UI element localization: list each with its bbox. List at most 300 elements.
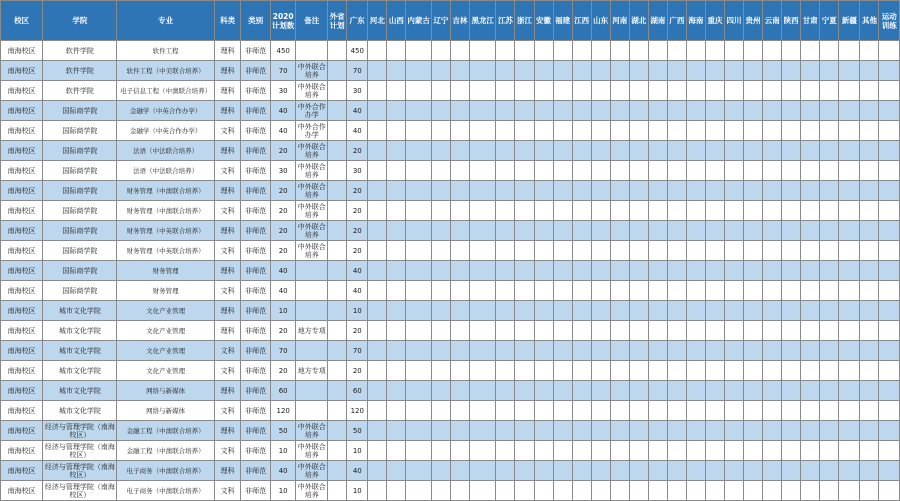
province-cell (572, 421, 591, 441)
province-cell (431, 461, 450, 481)
province-cell (572, 341, 591, 361)
province-cell (515, 61, 534, 81)
province-cell (705, 401, 724, 421)
province-cell (744, 381, 763, 401)
province-cell (763, 321, 782, 341)
province-cell (801, 281, 820, 301)
province-cell (839, 281, 860, 301)
province-cell (572, 81, 591, 101)
province-cell (387, 81, 406, 101)
province-cell (686, 61, 705, 81)
province-cell (860, 121, 879, 141)
province-cell (591, 341, 610, 361)
province-cell (724, 181, 743, 201)
campus-cell: 南海校区 (1, 141, 43, 161)
province-cell (667, 201, 686, 221)
subject-cell: 文科 (214, 281, 240, 301)
province-cell (820, 61, 839, 81)
province-cell (724, 361, 743, 381)
province-cell (469, 441, 495, 461)
col-header-zhejiang: 浙江 (515, 1, 534, 41)
province-cell (801, 161, 820, 181)
province-cell (591, 241, 610, 261)
province-cell (648, 401, 667, 421)
province-cell (572, 441, 591, 461)
subject-cell: 理科 (214, 41, 240, 61)
province-cell (648, 441, 667, 461)
province-cell (686, 161, 705, 181)
subject-cell: 理科 (214, 381, 240, 401)
province-cell (572, 361, 591, 381)
province-cell (782, 441, 801, 461)
outside-cell (328, 281, 347, 301)
province-cell (763, 281, 782, 301)
province-cell (667, 81, 686, 101)
province-cell (879, 421, 900, 441)
province-cell (879, 61, 900, 81)
plan-cell: 40 (270, 101, 295, 121)
guangdong-cell: 40 (347, 281, 368, 301)
province-cell (820, 141, 839, 161)
province-cell (705, 201, 724, 221)
category-cell: 非师范 (241, 61, 271, 81)
province-cell (610, 341, 629, 361)
province-cell (724, 81, 743, 101)
province-cell (534, 241, 553, 261)
province-cell (572, 401, 591, 421)
province-cell (879, 461, 900, 481)
province-cell (431, 301, 450, 321)
province-cell (839, 221, 860, 241)
province-cell (724, 401, 743, 421)
province-cell (534, 461, 553, 481)
province-cell (744, 201, 763, 221)
subject-cell: 文科 (214, 341, 240, 361)
outside-cell (328, 61, 347, 81)
table-row (1, 241, 900, 261)
province-cell (496, 81, 515, 101)
province-cell (839, 421, 860, 441)
province-cell (553, 101, 572, 121)
province-cell (450, 201, 469, 221)
col-header-fujian: 福建 (553, 1, 572, 41)
province-cell (496, 241, 515, 261)
note-cell: 中外合作办学 (297, 122, 326, 139)
major-cell: 财务管理（中英联合培养） (117, 241, 214, 261)
province-cell (431, 441, 450, 461)
category-cell: 非师范 (241, 321, 271, 341)
province-cell (406, 201, 431, 221)
province-cell (450, 321, 469, 341)
province-cell (667, 361, 686, 381)
province-cell (534, 281, 553, 301)
province-cell (368, 361, 387, 381)
outside-cell (328, 341, 347, 361)
province-cell (782, 121, 801, 141)
campus-cell: 南海校区 (1, 321, 43, 341)
province-cell (782, 161, 801, 181)
guangdong-cell: 70 (347, 61, 368, 81)
province-cell (801, 361, 820, 381)
province-cell (744, 41, 763, 61)
province-cell (629, 381, 648, 401)
province-cell (879, 41, 900, 61)
province-cell (839, 101, 860, 121)
major-cell: 财务管理 (117, 261, 214, 281)
major-cell: 电子商务（中澳联合培养） (117, 481, 214, 501)
table-row (1, 421, 900, 441)
province-cell (387, 141, 406, 161)
guangdong-cell: 20 (347, 181, 368, 201)
province-cell (820, 281, 839, 301)
province-cell (591, 141, 610, 161)
province-cell (820, 101, 839, 121)
province-cell (860, 61, 879, 81)
category-cell: 非师范 (241, 441, 271, 461)
province-cell (860, 361, 879, 381)
subject-cell: 文科 (214, 361, 240, 381)
province-cell (406, 361, 431, 381)
campus-cell: 南海校区 (1, 361, 43, 381)
province-cell (686, 421, 705, 441)
note-cell: 中外联合培养 (297, 202, 326, 219)
province-cell (496, 361, 515, 381)
province-cell (782, 361, 801, 381)
province-cell (686, 81, 705, 101)
province-cell (667, 61, 686, 81)
subject-cell: 理科 (214, 301, 240, 321)
province-cell (572, 201, 591, 221)
province-cell (406, 301, 431, 321)
province-cell (387, 401, 406, 421)
province-cell (879, 121, 900, 141)
table-row (1, 201, 900, 221)
province-cell (686, 201, 705, 221)
province-cell (782, 41, 801, 61)
province-cell (667, 321, 686, 341)
province-cell (469, 361, 495, 381)
col-header-chongqing: 重庆 (705, 1, 724, 41)
province-cell (469, 301, 495, 321)
province-cell (431, 221, 450, 241)
subject-cell: 理科 (214, 321, 240, 341)
category-cell: 非师范 (241, 421, 271, 441)
note-cell: 中外联合培养 (297, 242, 326, 259)
province-cell (782, 461, 801, 481)
province-cell (534, 321, 553, 341)
major-cell: 网络与新媒体 (117, 401, 214, 421)
category-cell: 非师范 (241, 301, 271, 321)
province-cell (406, 61, 431, 81)
col-header-major: 专业 (117, 1, 214, 41)
province-cell (782, 341, 801, 361)
table-row (1, 261, 900, 281)
province-cell (450, 41, 469, 61)
province-cell (387, 421, 406, 441)
province-cell (648, 101, 667, 121)
province-cell (591, 161, 610, 181)
province-cell (496, 321, 515, 341)
province-cell (860, 301, 879, 321)
province-cell (368, 281, 387, 301)
province-cell (534, 81, 553, 101)
province-cell (724, 321, 743, 341)
province-cell (431, 141, 450, 161)
province-cell (406, 121, 431, 141)
province-cell (763, 81, 782, 101)
province-cell (431, 241, 450, 261)
province-cell (591, 81, 610, 101)
province-cell (387, 241, 406, 261)
category-cell: 非师范 (241, 161, 271, 181)
province-cell (450, 461, 469, 481)
province-cell (763, 301, 782, 321)
table-row (1, 301, 900, 321)
province-cell (368, 241, 387, 261)
province-cell (820, 361, 839, 381)
province-cell (782, 421, 801, 441)
province-cell (496, 101, 515, 121)
province-cell (724, 341, 743, 361)
province-cell (387, 361, 406, 381)
province-cell (534, 301, 553, 321)
province-cell (572, 381, 591, 401)
college-cell: 城市文化学院 (43, 341, 117, 361)
major-cell: 法语（中法联合培养） (117, 141, 214, 161)
plan-cell: 40 (270, 121, 295, 141)
major-cell: 金融学（中英合作办学） (117, 121, 214, 141)
subject-cell: 文科 (214, 441, 240, 461)
plan-cell: 70 (270, 341, 295, 361)
province-cell (450, 341, 469, 361)
province-cell (368, 141, 387, 161)
province-cell (782, 221, 801, 241)
province-cell (515, 121, 534, 141)
province-cell (572, 301, 591, 321)
province-cell (648, 41, 667, 61)
province-cell (782, 241, 801, 261)
province-cell (629, 101, 648, 121)
campus-cell: 南海校区 (1, 101, 43, 121)
province-cell (860, 421, 879, 441)
province-cell (387, 201, 406, 221)
campus-cell: 南海校区 (1, 221, 43, 241)
province-cell (406, 41, 431, 61)
province-cell (686, 341, 705, 361)
guangdong-cell: 30 (347, 81, 368, 101)
province-cell (763, 161, 782, 181)
province-cell (515, 261, 534, 281)
province-cell (686, 401, 705, 421)
province-cell (406, 421, 431, 441)
province-cell (782, 381, 801, 401)
province-cell (763, 421, 782, 441)
province-cell (801, 81, 820, 101)
province-cell (450, 361, 469, 381)
table-row (1, 321, 900, 341)
province-cell (801, 181, 820, 201)
guangdong-cell: 20 (347, 361, 368, 381)
province-cell (860, 201, 879, 221)
province-cell (724, 281, 743, 301)
province-cell (879, 281, 900, 301)
province-cell (839, 261, 860, 281)
note-cell: 中外合作办学 (297, 102, 326, 119)
col-header-yunnan: 云南 (763, 1, 782, 41)
note-cell (296, 301, 328, 321)
col-header-outside-line2: 计划 (329, 20, 345, 30)
province-cell (705, 221, 724, 241)
province-cell (629, 121, 648, 141)
college-cell: 国际商学院 (43, 221, 117, 241)
province-cell (820, 321, 839, 341)
province-cell (744, 281, 763, 301)
province-cell (431, 101, 450, 121)
guangdong-cell: 10 (347, 481, 368, 501)
province-cell (801, 241, 820, 261)
plan-cell: 20 (270, 201, 295, 221)
province-cell (686, 101, 705, 121)
province-cell (744, 61, 763, 81)
province-cell (705, 41, 724, 61)
province-cell (705, 81, 724, 101)
category-cell: 非师范 (241, 221, 271, 241)
campus-cell: 南海校区 (1, 381, 43, 401)
campus-cell: 南海校区 (1, 121, 43, 141)
province-cell (629, 401, 648, 421)
province-cell (686, 221, 705, 241)
category-cell: 非师范 (241, 141, 271, 161)
province-cell (469, 141, 495, 161)
province-cell (406, 181, 431, 201)
province-cell (515, 161, 534, 181)
province-cell (431, 361, 450, 381)
province-cell (553, 341, 572, 361)
province-cell (368, 461, 387, 481)
province-cell (879, 81, 900, 101)
province-cell (515, 361, 534, 381)
col-header-category: 类别 (241, 1, 271, 41)
province-cell (515, 441, 534, 461)
province-cell (610, 241, 629, 261)
note-cell: 地方专项 (296, 361, 328, 381)
outside-cell (328, 101, 347, 121)
plan-cell: 120 (270, 401, 295, 421)
province-cell (648, 161, 667, 181)
province-cell (744, 261, 763, 281)
province-cell (469, 381, 495, 401)
province-cell (860, 41, 879, 61)
province-cell (534, 381, 553, 401)
province-cell (629, 41, 648, 61)
campus-cell: 南海校区 (1, 441, 43, 461)
province-cell (572, 241, 591, 261)
subject-cell: 理科 (214, 61, 240, 81)
col-header-guangdong: 广东 (347, 1, 368, 41)
province-cell (667, 261, 686, 281)
province-cell (820, 261, 839, 281)
province-cell (839, 361, 860, 381)
major-cell: 金融学（中英合作办学） (117, 101, 214, 121)
province-cell (686, 241, 705, 261)
province-cell (801, 301, 820, 321)
province-cell (686, 441, 705, 461)
guangdong-cell: 40 (347, 261, 368, 281)
province-cell (469, 201, 495, 221)
province-cell (879, 381, 900, 401)
province-cell (553, 461, 572, 481)
province-cell (629, 441, 648, 461)
college-cell: 城市文化学院 (43, 401, 117, 421)
province-cell (629, 81, 648, 101)
col-header-college: 学院 (43, 1, 117, 41)
province-cell (368, 81, 387, 101)
province-cell (469, 161, 495, 181)
note-cell (296, 41, 328, 61)
province-cell (553, 321, 572, 341)
province-cell (686, 461, 705, 481)
category-cell: 非师范 (241, 481, 271, 501)
province-cell (724, 301, 743, 321)
col-header-anhui: 安徽 (534, 1, 553, 41)
province-cell (820, 301, 839, 321)
province-cell (591, 441, 610, 461)
plan-cell: 50 (270, 421, 295, 441)
province-cell (820, 41, 839, 61)
province-cell (724, 381, 743, 401)
note-cell: 中外联合培养 (297, 142, 326, 159)
province-cell (763, 241, 782, 261)
table-row (1, 161, 900, 181)
province-cell (839, 121, 860, 141)
province-cell (431, 281, 450, 301)
province-cell (860, 401, 879, 421)
province-cell (686, 281, 705, 301)
province-cell (469, 241, 495, 261)
province-cell (387, 301, 406, 321)
province-cell (368, 101, 387, 121)
table-row (1, 361, 900, 381)
province-cell (496, 381, 515, 401)
major-cell: 文化产业管理 (117, 361, 214, 381)
province-cell (782, 61, 801, 81)
province-cell (387, 181, 406, 201)
province-cell (572, 461, 591, 481)
province-cell (782, 81, 801, 101)
province-cell (782, 141, 801, 161)
province-cell (744, 441, 763, 461)
province-cell (515, 401, 534, 421)
province-cell (368, 41, 387, 61)
province-cell (667, 241, 686, 261)
province-cell (705, 421, 724, 441)
province-cell (534, 261, 553, 281)
province-cell (534, 401, 553, 421)
col-header-plan-line2: 计划数 (271, 20, 295, 30)
province-cell (705, 161, 724, 181)
province-cell (860, 141, 879, 161)
province-cell (450, 181, 469, 201)
province-cell (406, 401, 431, 421)
province-cell (705, 461, 724, 481)
province-cell (705, 361, 724, 381)
province-cell (667, 41, 686, 61)
province-cell (515, 141, 534, 161)
province-cell (860, 221, 879, 241)
province-cell (496, 441, 515, 461)
province-cell (629, 461, 648, 481)
province-cell (591, 41, 610, 61)
